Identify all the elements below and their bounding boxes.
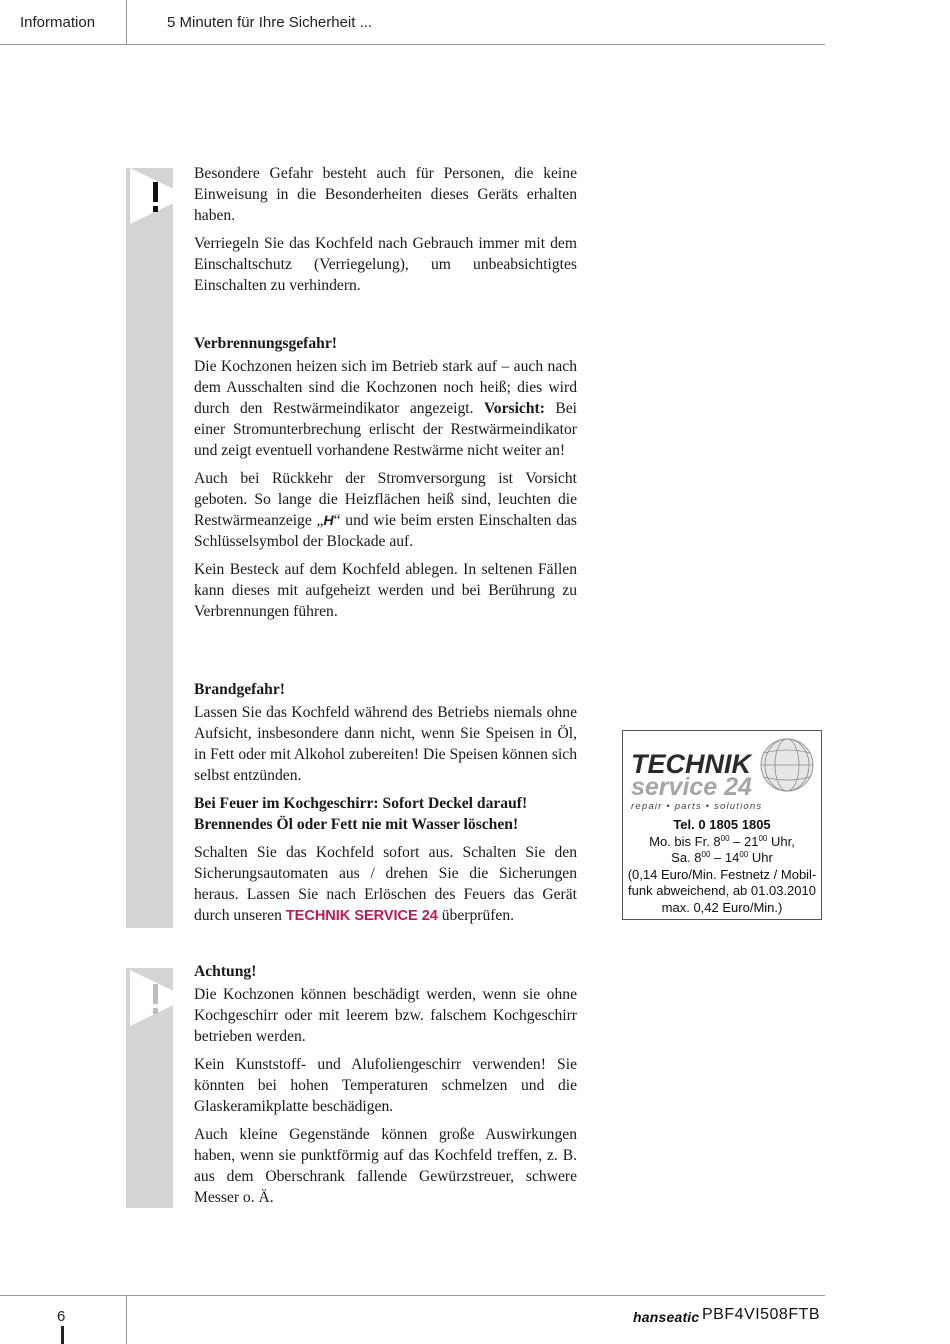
paragraph: Verriegeln Sie das Kochfeld nach Gebrauch immer mit dem Einschaltschutz (Verriegelung), um unbeabsichtigtes Einschalten zu verhindern.: [194, 235, 577, 294]
paragraph: Lassen Sie das Kochfeld während des Betriebs niemals ohne Aufsicht, insbesondere dann nicht, wenn Sie Speisen in Öl, in Fett oder mit Alkohol zubereiten! Die Speisen können sich selbst entzünden.: [194, 704, 577, 784]
header-rule: [0, 44, 825, 45]
section-label: Information: [20, 14, 96, 31]
page-number: 6: [57, 1308, 66, 1325]
model-number: PBF4VI508FTB: [702, 1306, 821, 1323]
residual-heat-symbol: H: [323, 512, 334, 528]
caution-triangle-icon: [130, 970, 188, 1026]
footer-rule: [0, 1295, 825, 1296]
warning-triangle-icon: [130, 168, 188, 224]
service-info-box: [622, 730, 822, 920]
burn-hazard-section: [194, 333, 577, 629]
page-title: 5 Minuten für Ihre Sicherheit ...: [167, 14, 373, 31]
footer-divider: [126, 1295, 127, 1344]
paragraph: Besondere Gefahr besteht auch für Personen, die keine Einweisung in die Besonderheiten dieses Geräts erhalten haben.: [194, 165, 577, 224]
saturday-hours: Sa. $8^{00} - 14^{00}$ Uhr: [671, 850, 773, 865]
warning-sidebar-1: [126, 168, 173, 928]
fire-hazard-section: [194, 679, 577, 934]
pricing-line: max. 0,42 Euro/Min.): [661, 899, 783, 915]
paragraph: Auch bei Rückkehr der Stromversorgung ist Vorsicht geboten. So lange die Heizflächen heiß sind, leuchten die Restwärmeanzeige „H“ und wie beim ersten Einschalten das Schlüsselsymbol der Blockade auf.: [194, 470, 577, 550]
service-contact: [623, 817, 821, 916]
fire-instruction: Bei Feuer im Kochgeschirr: Sofort Deckel darauf! Brennendes Öl oder Fett nie mit Wasser löschen!: [194, 795, 528, 833]
svg-text:TECHNIK: TECHNIK: [631, 749, 751, 779]
paragraph: Die Kochzonen heizen sich im Betrieb stark auf – auch nach dem Ausschalten sind die Kochzonen noch heiß; dies wird durch den Restwärmeindikator angezeigt. Vorsicht: Bei einer Stromunterbrechung erlischt der Restwärmeindikator und zeigt eventuell vorhandene Restwärme nicht weiter an!: [194, 358, 578, 459]
section-heading: Brandgefahr!: [194, 681, 285, 698]
intro-warning-text: [194, 163, 577, 303]
attention-section: [194, 961, 577, 1215]
svg-text:service 24: service 24: [631, 773, 752, 801]
brand-logo: hanseatic: [633, 1309, 700, 1325]
header-divider: [126, 0, 127, 44]
pricing-line: funk abweichend, ab 01.03.2010: [628, 883, 816, 898]
paragraph: Auch kleine Gegenstände können große Auswirkungen haben, wenn sie punktförmig auf das Kochfeld treffen, z. B. aus dem Oberschrank fallende Gewürzstreuer, schwere Messer o. Ä.: [194, 1126, 577, 1206]
weekday-hours: Mo. bis Fr. $8^{00} - 21^{00}$ Uhr,: [649, 833, 795, 849]
section-heading: Achtung!: [194, 963, 257, 980]
pricing-line: (0,14 Euro/Min. Festnetz / Mobil-: [627, 866, 817, 882]
paragraph: Kein Besteck auf dem Kochfeld ablegen. In seltenen Fällen kann dieses mit aufgeheizt werden und bei Berührung zu Verbrennungen führen.: [194, 561, 577, 620]
page-marker: [61, 1326, 64, 1344]
section-heading: Verbrennungsgefahr!: [194, 335, 337, 352]
paragraph: Die Kochzonen können beschädigt werden, wenn sie ohne Kochgeschirr oder mit leerem bzw. falschem Kochgeschirr betrieben werden.: [194, 986, 577, 1045]
technik-service-logo: [627, 735, 819, 815]
paragraph: Kein Kunststoff- und Alufoliengeschirr verwenden! Sie könnten bei hohen Temperaturen schmelzen und die Glaskeramikplatte beschädigen.: [194, 1056, 577, 1115]
service-phone: Tel. 0 1805 1805: [673, 817, 771, 832]
service-highlight: TECHNIK SERVICE 24: [285, 908, 438, 924]
paragraph: Schalten Sie das Kochfeld sofort aus. Schalten Sie den Sicherungsautomaten aus / drehen Sie die Sicherungen heraus. Lassen Sie nach Erlöschen des Feuers das Gerät durch unseren TECHNIK SERVICE 24 überprüfen.: [194, 844, 577, 924]
svg-text:repair • parts • solutions: repair • parts • solutions: [631, 801, 763, 812]
